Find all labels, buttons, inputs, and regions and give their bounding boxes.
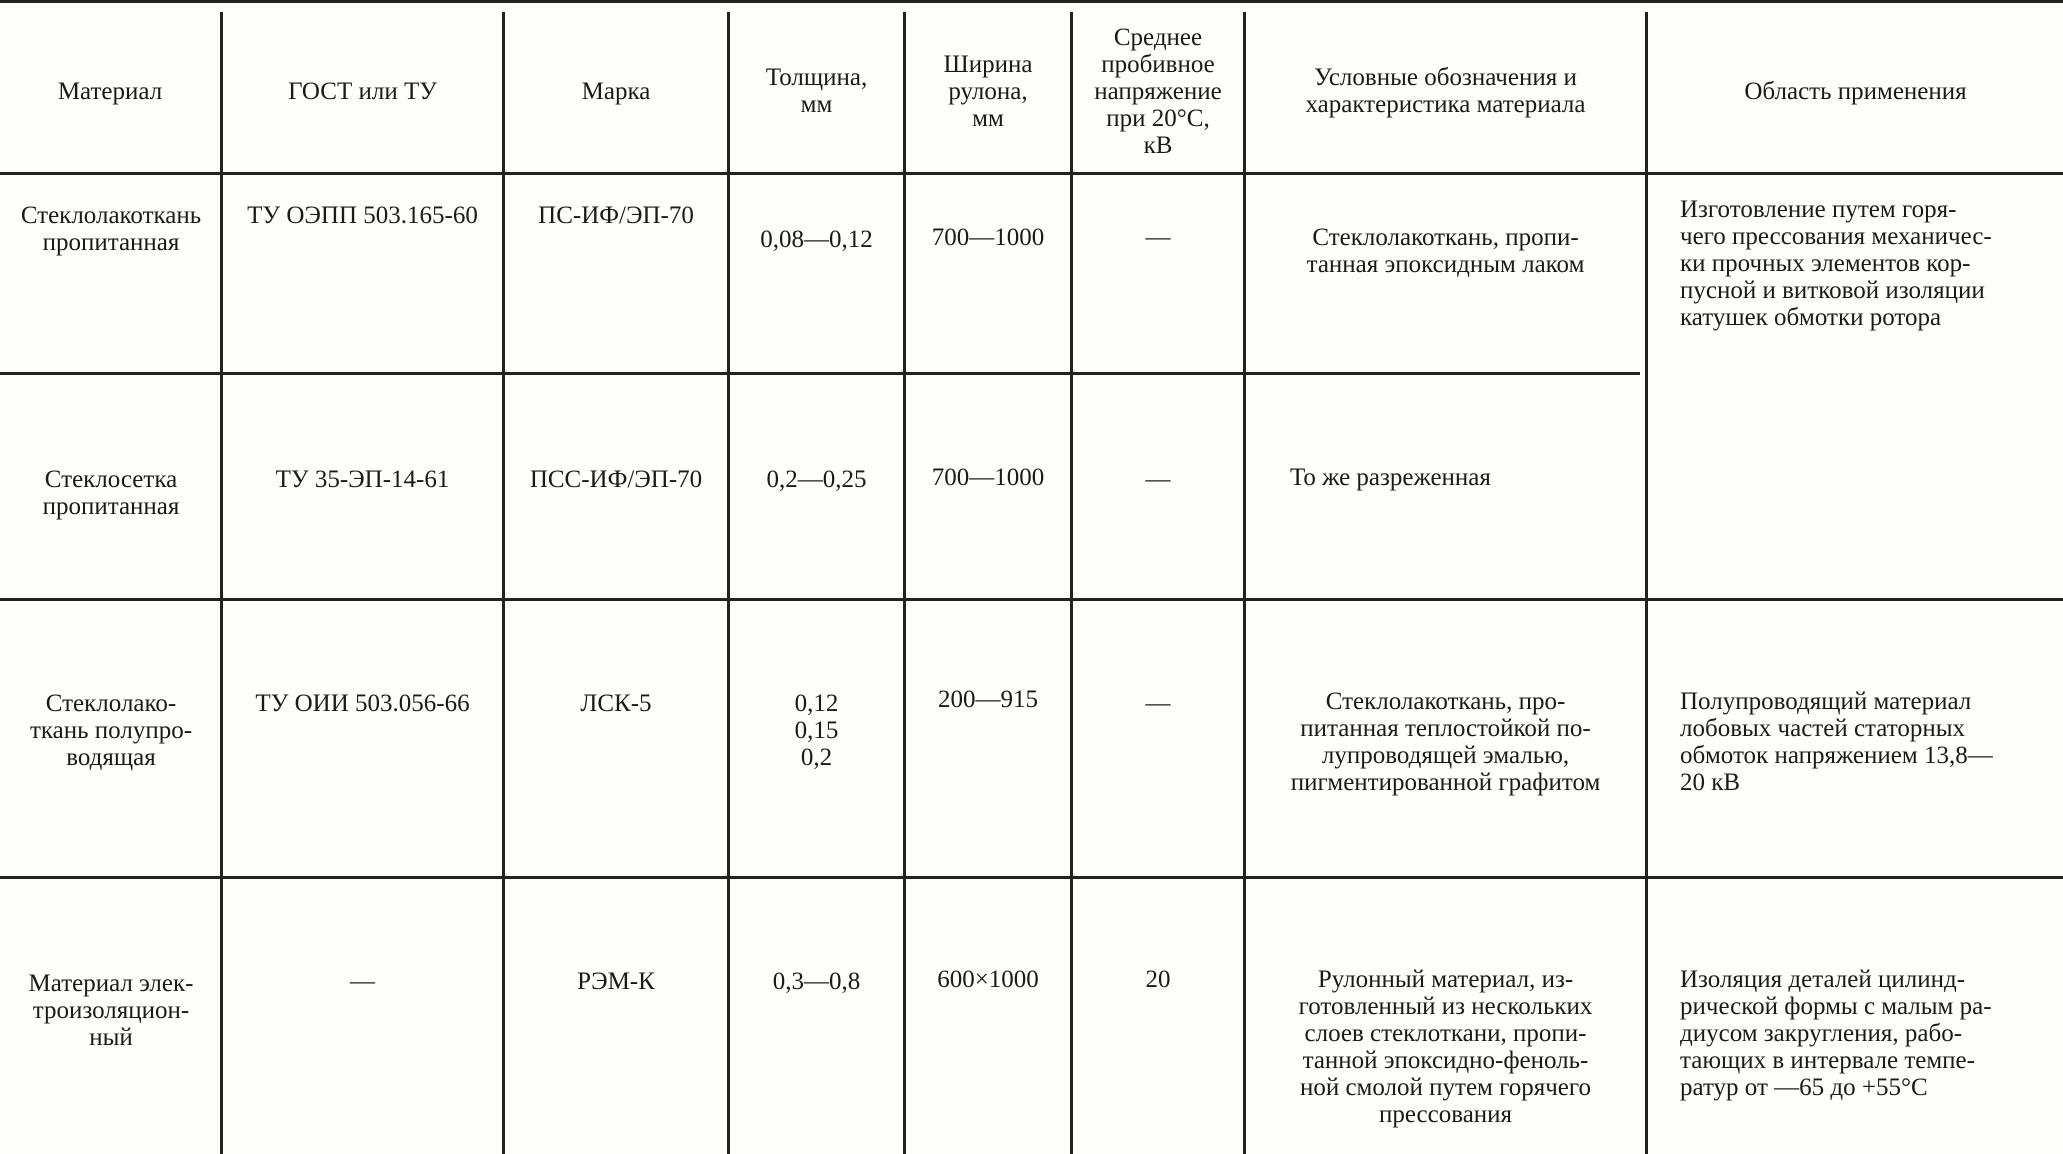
table-cell-material: Стеклосетка пропитанная — [42, 466, 180, 520]
table-cell-roll-width: 700—1000 — [931, 224, 1045, 251]
column-header-brand: Марка — [581, 77, 651, 105]
table-cell-thickness: 0,08—0,12 — [760, 226, 873, 253]
column-header-roll-width: Ширина рулона, мм — [943, 50, 1033, 132]
table-cell-gost: ТУ ОЭПП 503.165-60 — [247, 202, 478, 229]
table-cell-brand: ПС-ИФ/ЭП-70 — [538, 202, 694, 229]
row-divider — [0, 876, 2063, 879]
table-cell-designation: Стеклолакоткань, про- питанная теплостойкой по- лупроводящей эмалью, пигментированной графитом — [1290, 688, 1601, 796]
table-cell-brand: РЭМ-К — [577, 968, 655, 995]
table-cell-brand: ПСС-ИФ/ЭП-70 — [529, 466, 703, 493]
table-cell-designation: То же разреженная — [1290, 464, 1491, 491]
table-cell-thickness: 0,12 0,15 0,2 — [794, 690, 839, 771]
table-cell-brand: ЛСК-5 — [580, 690, 652, 717]
table-cell-voltage: — — [1145, 690, 1171, 717]
column-header-application: Область применения — [1744, 77, 1967, 105]
table-cell-application: Изоляция деталей цилинд- рической формы с малым ра- диусом закругления, рабо- тающих в интервале темпе- ратур от —65 до +55°С — [1680, 966, 1992, 1101]
table-cell-thickness: 0,2—0,25 — [766, 466, 867, 493]
table-cell-voltage: — — [1145, 224, 1171, 251]
table-cell-designation: Рулонный материал, из- готовленный из нескольких слоев стеклоткани, пропи- танной эпоксидно-феноль- ной смолой путем горячего прессования — [1298, 966, 1593, 1128]
column-header-material: Материал — [57, 77, 163, 105]
table-cell-material: Стеклолакоткань пропитанная — [20, 202, 202, 256]
table-cell-gost: ТУ 35-ЭП-14-61 — [275, 466, 450, 493]
table-cell-gost: — — [350, 968, 375, 995]
table-cell-thickness: 0,3—0,8 — [772, 968, 861, 995]
column-header-breakdown-voltage: Среднее пробивное напряжение при 20°С, кВ — [1094, 23, 1222, 159]
table-cell-material: Стеклолако- ткань полупро- водящая — [29, 690, 193, 771]
table-cell-voltage: 20 — [1145, 966, 1171, 993]
column-header-thickness: Толщина, мм — [765, 64, 868, 118]
table-cell-material: Материал элек- троизоляцион- ный — [28, 970, 194, 1051]
table-cell-voltage: — — [1145, 466, 1171, 493]
row-divider — [0, 372, 1640, 375]
header-bottom-rule — [0, 172, 2063, 175]
table-cell-roll-width: 600×1000 — [937, 966, 1039, 993]
row-divider — [0, 598, 2063, 601]
column-header-designation: Условные обозначения и характеристика материала — [1305, 64, 1586, 118]
table-cell-roll-width: 200—915 — [938, 686, 1038, 713]
table-cell-roll-width: 700—1000 — [931, 464, 1045, 491]
table-top-rule — [0, 0, 2063, 3]
column-header-gost: ГОСТ или ТУ — [288, 77, 437, 105]
table-cell-application: Полупроводящий материал лобовых частей статорных обмоток напряжением 13,8— 20 кВ — [1680, 688, 1993, 796]
table-cell-gost: ТУ ОИИ 503.056-66 — [255, 690, 470, 717]
table-cell-application: Изготовление путем горя- чего прессования механичес- ки прочных элементов кор- пусной и витковой изоляции катушек обмотки ротора — [1680, 196, 1992, 331]
column-divider — [1645, 12, 1648, 1154]
table-cell-designation: Стеклолакоткань, пропи- танная эпоксидным лаком — [1306, 224, 1585, 278]
